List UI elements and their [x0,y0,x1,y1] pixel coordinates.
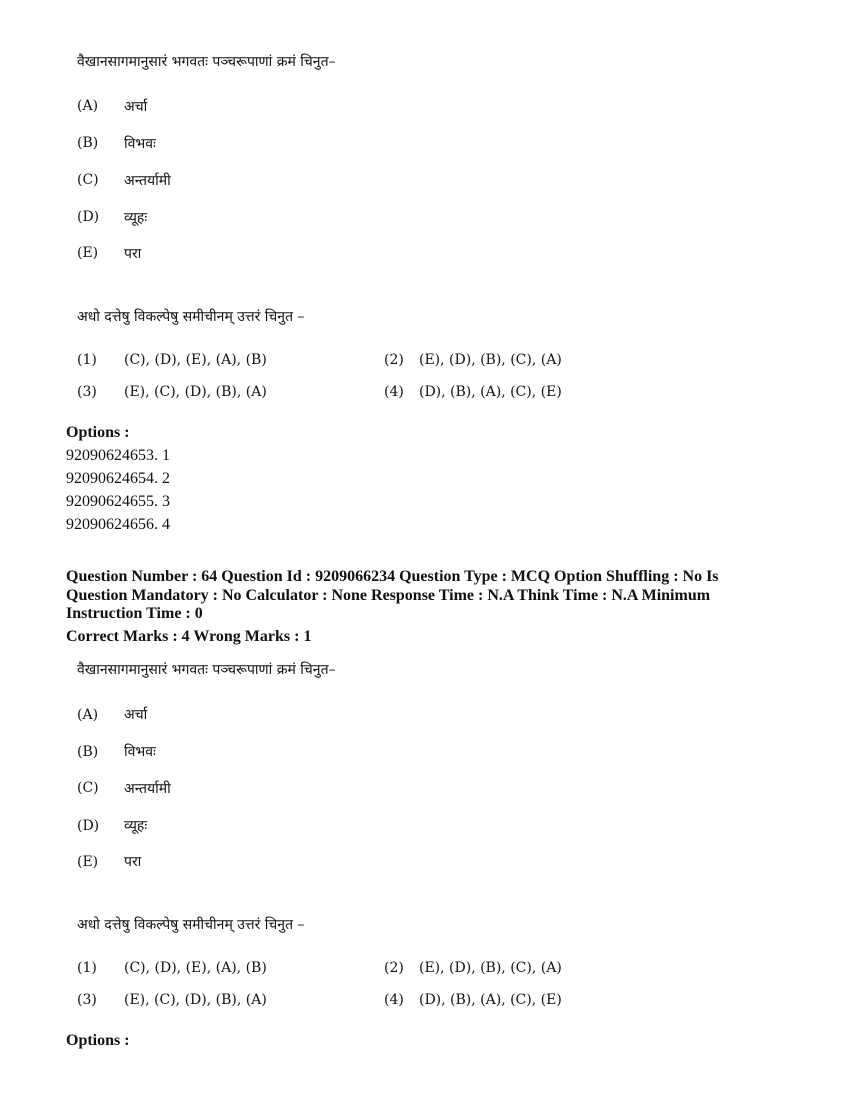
item-label: (B) [77,135,99,151]
item-label: (A) [77,98,99,114]
question-meta-line: Question Mandatory : No Calculator : None Response Time : N.A Think Time : N.A Minimum [66,587,711,604]
option-id: 92090624653. 1 [66,447,170,464]
option-id: 92090624656. 4 [66,516,170,533]
marks-line: Correct Marks : 4 Wrong Marks : 1 [66,628,312,645]
item-label: (C) [77,780,99,796]
answer-number: (1) [77,960,97,976]
answer-number: (2) [384,960,404,976]
question-meta-line: Instruction Time : 0 [66,605,203,622]
item-text: अन्तर्यामी [124,781,171,797]
answer-number: (3) [77,384,97,400]
options-heading: Options : [66,424,130,441]
item-text: व्यूहः [124,210,148,226]
instruction-text: अधो दत्तेषु विकल्पेषु समीचीनम् उत्तरं चिनुत – [77,917,305,933]
answer-text: (D), (B), (A), (C), (E) [419,384,562,400]
item-text: अर्चा [124,707,148,723]
answer-number: (4) [384,384,404,400]
instruction-text: अधो दत्तेषु विकल्पेषु समीचीनम् उत्तरं चिनुत – [77,309,305,325]
item-label: (A) [77,707,99,723]
answer-number: (1) [77,352,97,368]
item-text: परा [124,246,142,262]
option-id: 92090624654. 2 [66,470,170,487]
item-label: (C) [77,172,99,188]
question-text: वैखानसागमानुसारं भगवतः पञ्चरूपाणां क्रमं चिनुत– [77,54,336,70]
answer-text: (E), (C), (D), (B), (A) [124,992,267,1008]
item-label: (E) [77,854,99,870]
item-text: परा [124,854,142,870]
item-label: (D) [77,818,100,834]
answer-text: (E), (D), (B), (C), (A) [419,960,562,976]
answer-text: (E), (C), (D), (B), (A) [124,384,267,400]
question-meta-line: Question Number : 64 Question Id : 9209066234 Question Type : MCQ Option Shuffling : No Is [66,568,719,585]
item-label: (B) [77,744,99,760]
answer-number: (4) [384,992,404,1008]
answer-text: (C), (D), (E), (A), (B) [124,960,267,976]
item-text: विभवः [124,744,156,760]
answer-text: (E), (D), (B), (C), (A) [419,352,562,368]
item-text: व्यूहः [124,818,148,834]
item-label: (E) [77,245,99,261]
question-text: वैखानसागमानुसारं भगवतः पञ्चरूपाणां क्रमं चिनुत– [77,662,336,678]
item-text: अर्चा [124,99,148,115]
option-id: 92090624655. 3 [66,493,170,510]
item-text: अन्तर्यामी [124,173,171,189]
answer-text: (C), (D), (E), (A), (B) [124,352,267,368]
answer-number: (3) [77,992,97,1008]
item-label: (D) [77,209,100,225]
answer-number: (2) [384,352,404,368]
item-text: विभवः [124,136,156,152]
options-heading: Options : [66,1032,130,1049]
answer-text: (D), (B), (A), (C), (E) [419,992,562,1008]
